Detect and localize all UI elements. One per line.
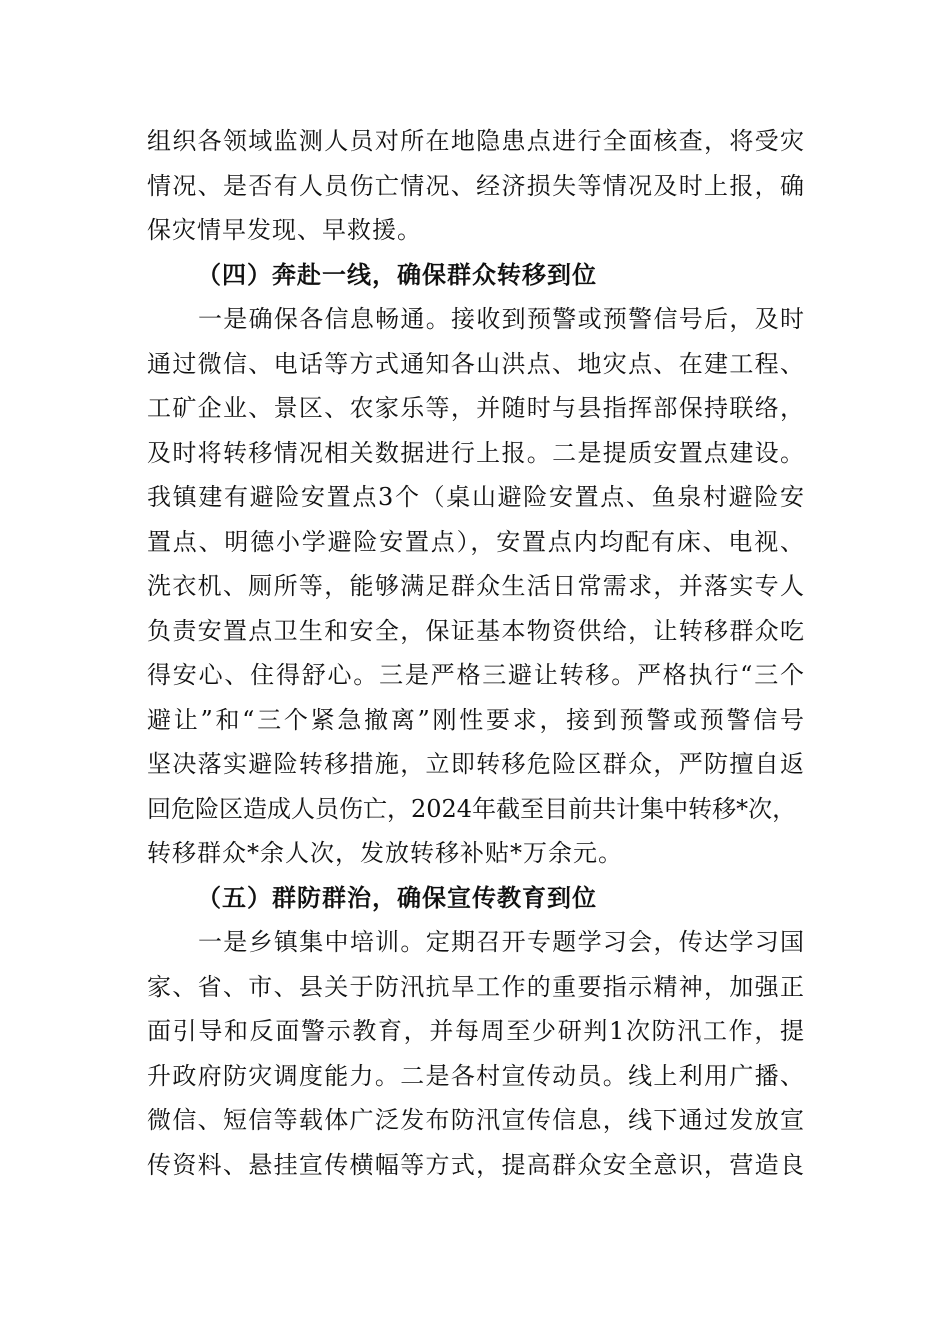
- paragraph-section-4: [147, 297, 805, 876]
- text-line: 保灾情早发现、早救援。: [147, 216, 422, 244]
- text-line: 微信、短信等载体广泛发布防汛宣传信息，线下通过发放宣: [147, 1106, 805, 1134]
- text-line: 面引导和反面警示教育，并每周至少研判1次防汛工作，提: [147, 1017, 805, 1045]
- text-line: 工矿企业、景区、农家乐等，并随时与县指挥部保持联络，: [147, 394, 805, 422]
- text-line: 升政府防灾调度能力。二是各村宣传动员。线上利用广播、: [147, 1061, 805, 1090]
- text-line: 转移群众*余人次，发放转移补贴*万余元。: [147, 839, 623, 867]
- text-line: 置点、明德小学避险安置点），安置点内均配有床、电视、: [147, 527, 805, 556]
- paragraph-section-5: [147, 920, 805, 1187]
- text-line: 通过微信、电话等方式通知各山洪点、地灾点、在建工程、: [147, 349, 805, 378]
- text-line: 家、省、市、县关于防汛抗旱工作的重要指示精神，加强正: [147, 972, 805, 1001]
- text-line: 组织各领域监测人员对所在地隐患点进行全面核查，将受灾: [147, 127, 805, 155]
- section-heading-5: （五）群防群治，确保宣传教育到位: [197, 882, 597, 912]
- text-line: 负责安置点卫生和安全，保证基本物资供给，让转移群众吃: [147, 616, 805, 645]
- text-line: 避让”和“三个紧急撤离”刚性要求，接到预警或预警信号: [147, 705, 805, 734]
- text-line: 一是乡镇集中培训。定期召开专题学习会，传达学习国: [198, 928, 805, 956]
- document-body: [147, 119, 805, 1187]
- text-line: 一是确保各信息畅通。接收到预警或预警信号后，及时: [198, 305, 805, 333]
- text-line: 回危险区造成人员伤亡，2024年截至目前共计集中转移*次，: [147, 794, 797, 823]
- paragraph-intro: [147, 119, 805, 253]
- section-heading-4: （四）奔赴一线，确保群众转移到位: [197, 259, 597, 289]
- text-line: 情况、是否有人员伤亡情况、经济损失等情况及时上报，确: [147, 171, 805, 200]
- text-line: 洗衣机、厕所等，能够满足群众生活日常需求，并落实专人: [147, 572, 805, 600]
- text-line: 得安心、住得舒心。三是严格三避让转移。严格执行“三个: [147, 661, 805, 689]
- text-line: 坚决落实避险转移措施，立即转移危险区群众，严防擅自返: [147, 750, 805, 778]
- text-line: 传资料、悬挂宣传横幅等方式，提高群众安全意识，营造良: [147, 1150, 805, 1179]
- text-line: 我镇建有避险安置点3个（桌山避险安置点、鱼泉村避险安: [147, 483, 805, 511]
- text-line: 及时将转移情况相关数据进行上报。二是提质安置点建设。: [147, 438, 805, 467]
